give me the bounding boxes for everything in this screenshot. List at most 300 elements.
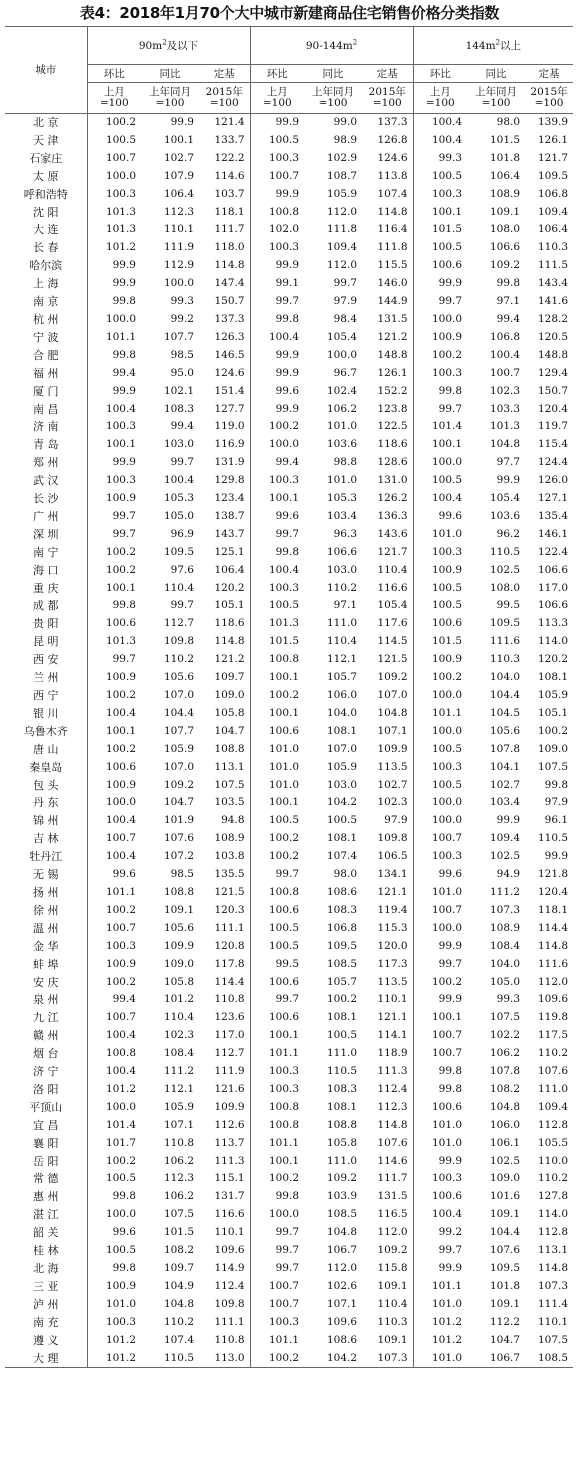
- value-cell: 112.6: [214, 1118, 245, 1131]
- table-row: [5, 687, 573, 705]
- value-cell: 100.3: [413, 365, 467, 383]
- value-cell: 110.3: [377, 1315, 408, 1328]
- value-cell: 100.5: [413, 239, 467, 257]
- value-cell: 133.7: [214, 133, 245, 146]
- value-cell: 144.9: [377, 295, 408, 308]
- value-cell: 109.7: [163, 1262, 194, 1274]
- value-cell: 100.0: [105, 169, 136, 182]
- value-cell: 103.6: [326, 438, 358, 451]
- value-cell: 99.1: [250, 275, 304, 293]
- value-cell: 148.8: [537, 348, 569, 361]
- value-cell: 108.2: [489, 1082, 521, 1095]
- value-cell: 102.7: [489, 778, 521, 791]
- value-cell: 111.0: [326, 1154, 358, 1167]
- table-row: [5, 741, 573, 759]
- value-cell: 99.9: [250, 186, 304, 204]
- value-cell: 98.0: [333, 868, 358, 881]
- value-cell: 100.5: [413, 741, 467, 759]
- value-cell: 102.2: [489, 1029, 521, 1042]
- value-cell: 151.4: [214, 384, 245, 397]
- value-cell: 109.9: [377, 742, 408, 755]
- value-cell: 99.7: [112, 527, 136, 540]
- value-cell: 104.9: [163, 1279, 194, 1292]
- value-cell: 99.9: [112, 259, 136, 272]
- city-cell: 广 州: [5, 508, 87, 526]
- value-cell: 98.5: [170, 868, 194, 881]
- value-cell: 100.0: [326, 348, 358, 361]
- value-cell: 111.8: [326, 223, 358, 236]
- value-cell: 111.3: [377, 1065, 408, 1078]
- value-cell: 110.8: [163, 1136, 194, 1149]
- price-index-table: [5, 26, 573, 1368]
- value-cell: 106.8: [489, 330, 521, 343]
- value-cell: 128.2: [537, 312, 569, 325]
- value-cell: 120.2: [537, 653, 569, 666]
- value-cell: 102.5: [489, 563, 521, 576]
- value-cell: 100.4: [250, 329, 304, 347]
- value-cell: 117.5: [537, 1029, 569, 1042]
- value-cell: 112.9: [163, 259, 194, 272]
- value-cell: 99.7: [333, 277, 358, 290]
- value-cell: 104.2: [304, 1350, 362, 1368]
- city-cell: 金 华: [5, 938, 87, 956]
- value-cell: 109.2: [326, 1172, 358, 1185]
- table-row: [5, 221, 573, 239]
- value-cell: 100.9: [105, 671, 136, 684]
- city-cell: 三 亚: [5, 1278, 87, 1296]
- value-cell: 100.0: [163, 277, 194, 290]
- value-cell: 109.9: [214, 1100, 245, 1113]
- value-cell: 114.8: [377, 1118, 408, 1131]
- value-cell: 107.5: [537, 760, 569, 773]
- value-cell: 100.1: [250, 794, 304, 812]
- value-cell: 114.6: [377, 1154, 408, 1167]
- value-cell: 118.1: [214, 205, 245, 218]
- value-cell: 127.7: [214, 402, 245, 415]
- value-cell: 108.6: [326, 1333, 358, 1346]
- value-cell: 100.2: [105, 1154, 136, 1167]
- table-row: [5, 1296, 573, 1314]
- value-cell: 100.0: [250, 436, 304, 454]
- value-cell: 101.0: [326, 474, 358, 487]
- value-cell: 120.8: [214, 939, 245, 952]
- value-cell: 109.1: [489, 205, 521, 218]
- value-cell: 112.8: [537, 1118, 569, 1131]
- value-cell: 100.6: [413, 1188, 467, 1206]
- value-cell: 139.9: [537, 116, 569, 128]
- value-cell: 100.6: [413, 257, 467, 275]
- table-row: [5, 329, 573, 347]
- city-cell: 沈 阳: [5, 204, 87, 222]
- value-cell: 99.7: [250, 866, 304, 884]
- value-cell: 99.8: [112, 1190, 136, 1203]
- value-cell: 126.1: [537, 133, 569, 146]
- value-cell: 104.4: [489, 689, 521, 701]
- table-row: [5, 1081, 573, 1099]
- value-cell: 104.0: [489, 957, 521, 970]
- value-cell: 125.1: [214, 545, 245, 558]
- value-cell: 100.3: [413, 1170, 467, 1188]
- city-cell: 银 川: [5, 705, 87, 723]
- value-cell: 106.2: [163, 1190, 194, 1203]
- value-cell: 99.9: [112, 384, 136, 397]
- value-cell: 112.4: [377, 1082, 408, 1095]
- value-cell: 114.0: [537, 1208, 569, 1221]
- value-cell: 100.7: [105, 832, 136, 845]
- value-cell: 131.5: [377, 1190, 408, 1203]
- value-cell: 111.2: [489, 885, 521, 898]
- value-cell: 101.0: [413, 1296, 467, 1314]
- value-cell: 107.5: [163, 1208, 194, 1221]
- value-cell: 123.6: [214, 1011, 245, 1024]
- value-cell: 107.0: [163, 689, 194, 701]
- value-cell: 100.4: [413, 132, 467, 150]
- value-cell: 105.5: [537, 1136, 569, 1149]
- table-row: [5, 1206, 573, 1224]
- value-cell: 120.4: [537, 885, 569, 898]
- value-cell: 100.3: [413, 186, 467, 204]
- value-cell: 104.0: [489, 671, 521, 684]
- table-row: [5, 884, 573, 902]
- city-cell: 合 肥: [5, 347, 87, 365]
- city-cell: 杭 州: [5, 311, 87, 329]
- value-cell: 100.6: [413, 615, 467, 633]
- value-cell: 105.9: [326, 760, 358, 773]
- value-cell: 107.3: [489, 903, 521, 916]
- value-cell: 109.1: [377, 1333, 408, 1346]
- table-row: [5, 812, 573, 830]
- value-cell: 100.1: [250, 490, 304, 508]
- value-cell: 109.9: [163, 939, 194, 952]
- city-cell: 洛 阳: [5, 1081, 87, 1099]
- value-cell: 106.1: [489, 1136, 521, 1149]
- value-cell: 100.5: [413, 580, 467, 598]
- value-cell: 105.1: [537, 706, 569, 719]
- city-cell: 深 圳: [5, 526, 87, 544]
- value-cell: 110.2: [537, 1047, 569, 1060]
- value-cell: 100.7: [489, 366, 521, 379]
- value-cell: 118.9: [377, 1047, 408, 1060]
- value-cell: 110.3: [537, 241, 569, 254]
- table-row: [5, 777, 573, 795]
- value-cell: 103.5: [214, 796, 245, 809]
- value-cell: 108.3: [326, 903, 358, 916]
- value-cell: 101.0: [105, 1297, 136, 1310]
- value-cell: 102.0: [250, 221, 304, 239]
- value-cell: 99.9: [544, 850, 569, 863]
- value-cell: 105.7: [326, 671, 358, 684]
- value-cell: 100.7: [413, 830, 467, 848]
- value-cell: 100.7: [250, 1296, 304, 1314]
- value-cell: 100.4: [489, 348, 521, 361]
- value-cell: 107.6: [163, 832, 194, 845]
- value-cell: 99.7: [413, 401, 467, 419]
- value-cell: 100.0: [413, 723, 467, 741]
- value-cell: 113.1: [214, 760, 245, 773]
- value-cell: 110.5: [489, 545, 521, 558]
- value-cell: 100.3: [250, 239, 304, 257]
- table-row: [5, 956, 573, 974]
- value-cell: 106.6: [489, 241, 521, 254]
- value-cell: 114.8: [214, 259, 245, 272]
- city-cell: 丹 东: [5, 794, 87, 812]
- value-cell: 100.0: [413, 812, 467, 830]
- value-cell: 100.3: [105, 1315, 136, 1328]
- value-cell: 107.0: [163, 760, 194, 773]
- value-cell: 138.7: [214, 509, 245, 522]
- value-cell: 101.3: [250, 615, 304, 633]
- value-cell: 143.6: [377, 527, 408, 540]
- value-cell: 121.1: [377, 885, 408, 898]
- value-cell: 100.2: [105, 545, 136, 558]
- table-row: [5, 1188, 573, 1206]
- value-cell: 105.9: [163, 742, 194, 755]
- value-cell: 98.8: [333, 456, 358, 469]
- value-cell: 100.2: [250, 687, 304, 705]
- value-cell: 100.2: [413, 669, 467, 687]
- value-cell: 101.0: [250, 759, 304, 777]
- value-cell: 110.5: [141, 1350, 199, 1368]
- value-cell: 116.6: [377, 581, 408, 594]
- value-cell: 99.9: [250, 114, 304, 132]
- value-cell: 98.5: [170, 348, 194, 361]
- value-cell: 115.8: [377, 1262, 408, 1274]
- value-cell: 99.9: [413, 1260, 467, 1278]
- value-cell: 115.5: [377, 259, 408, 272]
- value-cell: 113.1: [537, 1244, 569, 1257]
- value-cell: 114.8: [537, 1262, 569, 1274]
- value-cell: 108.7: [326, 169, 358, 182]
- value-cell: 100.6: [105, 760, 136, 773]
- table-row: [5, 920, 573, 938]
- value-cell: 99.9: [496, 474, 521, 487]
- table-title: 表4：2018年1月70个大中城市新建商品住宅销售价格分类指数: [79, 4, 500, 22]
- city-cell: 大 理: [5, 1350, 87, 1368]
- value-cell: 110.4: [377, 563, 408, 576]
- value-cell: 109.0: [537, 742, 569, 755]
- value-cell: 99.5: [250, 956, 304, 974]
- value-cell: 110.2: [537, 1172, 569, 1185]
- value-cell: 111.8: [377, 241, 408, 254]
- value-cell: 107.1: [326, 1297, 358, 1310]
- value-cell: 102.7: [163, 151, 194, 164]
- city-cell: 长 春: [5, 239, 87, 257]
- table-row: [5, 1242, 573, 1260]
- value-cell: 101.1: [413, 705, 467, 723]
- value-cell: 118.6: [214, 617, 245, 630]
- value-cell: 99.7: [413, 1242, 467, 1260]
- city-cell: 扬 州: [5, 884, 87, 902]
- value-cell: 99.6: [413, 866, 467, 884]
- city-cell: 宜 昌: [5, 1117, 87, 1135]
- value-cell: 112.1: [326, 653, 358, 666]
- city-cell: 乌鲁木齐: [5, 723, 87, 741]
- value-cell: 99.3: [413, 150, 467, 168]
- value-cell: 100.3: [250, 1081, 304, 1099]
- value-cell: 101.5: [413, 633, 467, 651]
- value-cell: 106.7: [326, 1244, 358, 1257]
- city-cell: 昆 明: [5, 633, 87, 651]
- value-cell: 94.9: [496, 868, 521, 881]
- value-cell: 110.0: [537, 1154, 569, 1167]
- value-cell: 117.0: [537, 581, 569, 594]
- value-cell: 143.7: [214, 527, 245, 540]
- value-cell: 99.8: [250, 544, 304, 562]
- city-cell: 兰 州: [5, 669, 87, 687]
- value-cell: 116.4: [377, 223, 408, 236]
- table-row: [5, 651, 573, 669]
- value-cell: 109.8: [377, 832, 408, 845]
- value-cell: 100.4: [105, 814, 136, 827]
- value-cell: 100.9: [105, 778, 136, 791]
- value-cell: 119.7: [537, 420, 569, 433]
- table-row: [5, 490, 573, 508]
- value-cell: 106.4: [537, 223, 569, 236]
- city-cell: 岳 阳: [5, 1153, 87, 1171]
- value-cell: 100.8: [250, 1099, 304, 1117]
- value-cell: 108.3: [163, 402, 194, 415]
- value-cell: 127.8: [537, 1190, 569, 1203]
- value-cell: 99.9: [496, 814, 521, 827]
- value-cell: 103.3: [489, 402, 521, 415]
- value-cell: 99.4: [112, 993, 136, 1006]
- value-cell: 105.4: [489, 492, 521, 505]
- table-row: [5, 1314, 573, 1332]
- value-cell: 100.3: [250, 150, 304, 168]
- value-cell: 99.8: [544, 778, 569, 791]
- value-cell: 109.0: [214, 689, 245, 701]
- value-cell: 107.2: [163, 850, 194, 863]
- value-cell: 101.5: [489, 133, 521, 146]
- value-cell: 106.8: [326, 921, 358, 934]
- value-cell: 100.5: [250, 812, 304, 830]
- value-cell: 114.4: [537, 921, 569, 934]
- value-cell: 100.2: [105, 903, 136, 916]
- mom-header: 环比: [413, 65, 467, 83]
- value-cell: 108.5: [525, 1350, 573, 1368]
- table-row: [5, 275, 573, 293]
- value-cell: 112.4: [214, 1279, 245, 1292]
- value-cell: 103.8: [214, 850, 245, 863]
- value-cell: 106.6: [326, 545, 358, 558]
- base-header: 定基: [525, 65, 573, 83]
- table-row: [5, 401, 573, 419]
- value-cell: 100.5: [326, 814, 358, 827]
- value-cell: 107.1: [163, 1118, 194, 1131]
- yoy-header: 同比: [467, 65, 525, 83]
- value-cell: 114.8: [214, 635, 245, 648]
- table-row: [5, 311, 573, 329]
- city-cell: 郑 州: [5, 454, 87, 472]
- value-cell: 107.4: [377, 187, 408, 200]
- value-cell: 101.3: [105, 635, 136, 648]
- value-cell: 137.3: [214, 312, 245, 325]
- city-cell: 安 庆: [5, 974, 87, 992]
- table-row: [5, 1117, 573, 1135]
- table-row: [5, 794, 573, 812]
- value-cell: 107.5: [214, 778, 245, 791]
- value-cell: 134.1: [377, 868, 408, 881]
- value-cell: 99.9: [413, 938, 467, 956]
- table-row: [5, 347, 573, 365]
- value-cell: 99.7: [250, 1260, 304, 1278]
- value-cell: 99.4: [496, 312, 521, 325]
- value-cell: 110.4: [326, 635, 358, 648]
- value-cell: 100.4: [105, 850, 136, 863]
- table-row: [5, 633, 573, 651]
- value-cell: 101.4: [413, 418, 467, 436]
- value-cell: 115.3: [377, 921, 408, 934]
- value-cell: 99.7: [413, 956, 467, 974]
- value-cell: 100.0: [250, 1206, 304, 1224]
- value-cell: 99.9: [112, 456, 136, 469]
- value-cell: 100.2: [250, 830, 304, 848]
- table-row: [5, 508, 573, 526]
- table-row: [5, 1332, 573, 1350]
- value-cell: 107.6: [377, 1136, 408, 1149]
- value-cell: 104.4: [489, 1226, 521, 1239]
- value-cell: 109.5: [537, 169, 569, 182]
- value-cell: 103.4: [489, 796, 521, 809]
- yoy-base-header: 上年同月 =100: [304, 83, 362, 114]
- value-cell: 98.9: [333, 133, 358, 146]
- value-cell: 100.7: [250, 168, 304, 186]
- value-cell: 100.2: [326, 993, 358, 1006]
- value-cell: 100.1: [250, 705, 304, 723]
- value-cell: 109.0: [163, 957, 194, 970]
- city-cell: 上 海: [5, 275, 87, 293]
- value-cell: 112.0: [377, 1226, 408, 1239]
- value-cell: 100.3: [105, 474, 136, 487]
- value-cell: 106.7: [467, 1350, 525, 1368]
- value-cell: 109.6: [537, 993, 569, 1006]
- value-cell: 115.4: [537, 438, 569, 451]
- value-cell: 100.7: [413, 1045, 467, 1063]
- city-cell: 呼和浩特: [5, 186, 87, 204]
- city-cell: 牡丹江: [5, 848, 87, 866]
- table-row: [5, 597, 573, 615]
- value-cell: 103.0: [326, 563, 358, 576]
- value-cell: 102.6: [326, 1279, 358, 1292]
- value-cell: 100.8: [250, 884, 304, 902]
- table-row: [5, 436, 573, 454]
- city-cell: 济 南: [5, 418, 87, 436]
- value-cell: 100.5: [413, 597, 467, 615]
- value-cell: 101.2: [87, 1350, 141, 1368]
- value-cell: 100.3: [250, 580, 304, 598]
- value-cell: 120.2: [214, 581, 245, 594]
- value-cell: 111.4: [537, 1297, 569, 1310]
- value-cell: 100.2: [105, 563, 136, 576]
- value-cell: 100.6: [250, 723, 304, 741]
- value-cell: 99.3: [170, 295, 194, 308]
- value-cell: 99.6: [112, 868, 136, 881]
- value-cell: 99.4: [170, 420, 194, 433]
- value-cell: 107.8: [489, 1065, 521, 1078]
- value-cell: 117.0: [214, 1029, 245, 1042]
- value-cell: 102.3: [377, 796, 408, 809]
- value-cell: 126.3: [214, 330, 245, 343]
- value-cell: 111.7: [377, 1172, 408, 1185]
- value-cell: 100.2: [105, 742, 136, 755]
- value-cell: 104.8: [377, 706, 408, 719]
- value-cell: 109.5: [326, 939, 358, 952]
- value-cell: 100.5: [105, 1172, 136, 1185]
- value-cell: 101.5: [413, 221, 467, 239]
- table-row: [5, 257, 573, 275]
- value-cell: 100.1: [250, 669, 304, 687]
- value-cell: 111.2: [163, 1065, 194, 1078]
